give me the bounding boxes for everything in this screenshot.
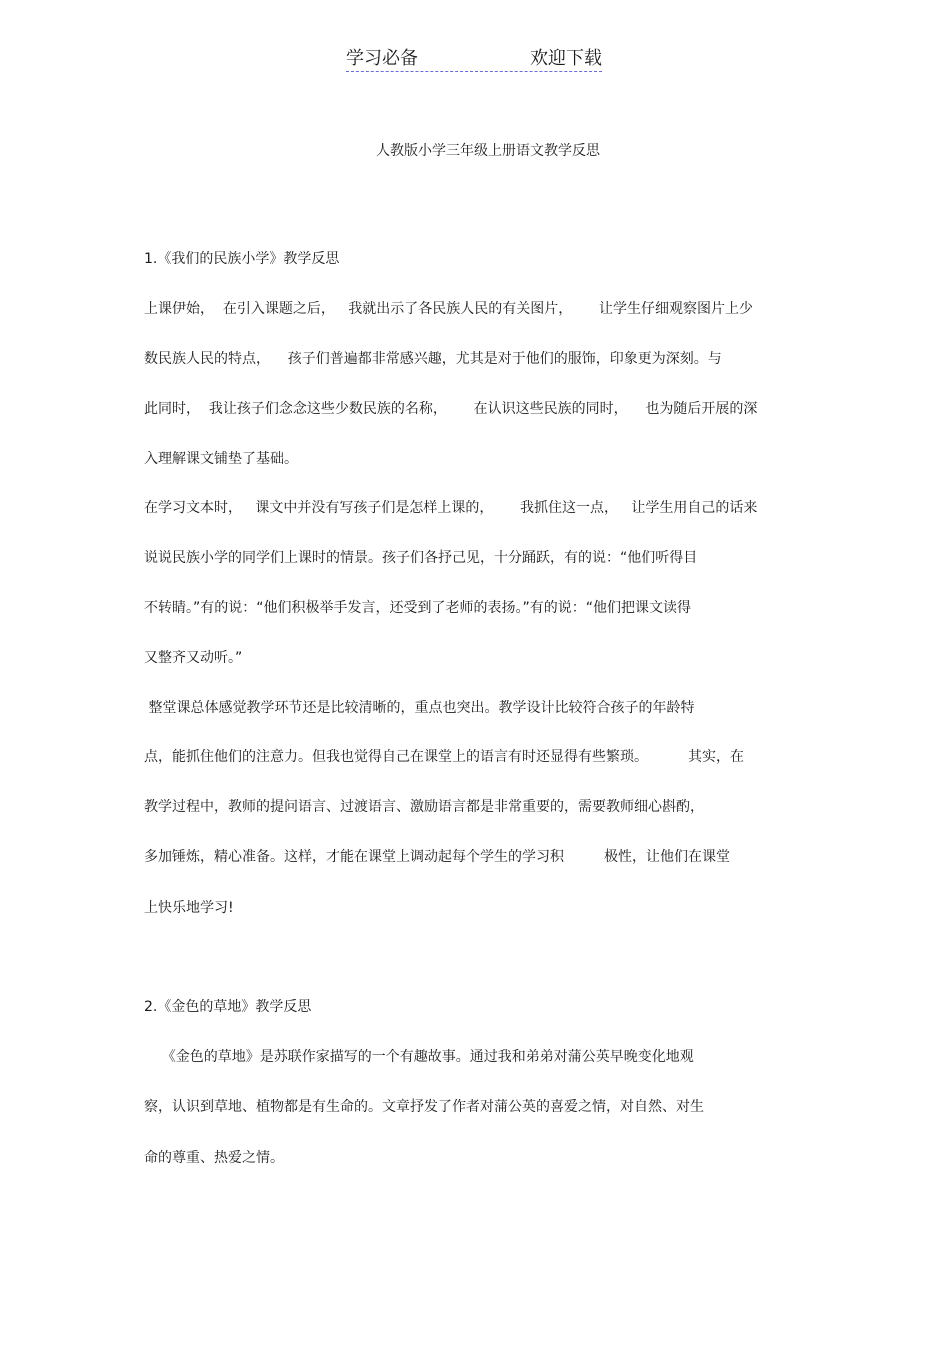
- section-1-line: 整堂课总体感觉教学环节还是比较清晰的，重点也突出。教学设计比较符合孩子的年龄特: [144, 700, 695, 716]
- section-1-line: 教学过程中，教师的提问语言、过渡语言、激励语言都是非常重要的，需要教师细心斟酌，: [144, 799, 704, 815]
- page-header: [0, 44, 950, 74]
- section-1-line: 此同时， 我让孩子们念念这些少数民族的名称， 在认识这些民族的同时， 也为随后开展的深: [144, 401, 758, 417]
- section-1-line: 点，能抓住他们的注意力。但我也觉得自己在课堂上的语言有时还显得有些繁琐。 其实，在: [144, 749, 745, 765]
- section-2-line: 命的尊重、热爱之情。: [144, 1150, 284, 1166]
- section-1-line: 上快乐地学习!: [144, 900, 234, 916]
- section-1-line: 说说民族小学的同学们上课时的情景。孩子们各抒己见，十分踊跃，有的说：“他们听得目: [144, 550, 698, 566]
- section-1-line: 又整齐又动听。”: [144, 650, 243, 666]
- section-1-line: 数民族人民的特点， 孩子们普遍都非常感兴趣，尤其是对于他们的服饰，印象更为深刻。与: [144, 351, 722, 367]
- header-right-text: 欢迎下载: [530, 48, 602, 69]
- header-dashed-underline: [346, 71, 602, 72]
- section-1-heading: 1.《我们的民族小学》教学反思: [144, 251, 340, 267]
- section-1-line: 上课伊始， 在引入课题之后， 我就出示了各民族人民的有关图片， 让学生仔细观察图片上少: [144, 301, 753, 317]
- section-1-line: 多加锤炼，精心准备。这样，才能在课堂上调动起每个学生的学习积 极性，让他们在课堂: [144, 849, 731, 865]
- section-1-line: 入理解课文铺垫了基础。: [144, 451, 298, 467]
- section-1-line: 不转睛。”有的说：“他们积极举手发言，还受到了老师的表扬。”有的说：“他们把课文读得: [144, 600, 692, 616]
- section-1-line: 在学习文本时， 课文中并没有写孩子们是怎样上课的， 我抓住这一点， 让学生用自己的话来: [144, 500, 758, 516]
- section-2-heading: 2.《金色的草地》教学反思: [144, 999, 312, 1015]
- section-2-line: 《金色的草地》是苏联作家描写的一个有趣故事。通过我和弟弟对蒲公英早晚变化地观: [144, 1049, 694, 1065]
- header-left-text: 学习必备: [346, 48, 418, 69]
- section-2-line: 察，认识到草地、植物都是有生命的。文章抒发了作者对蒲公英的喜爱之情，对自然、对生: [144, 1099, 704, 1115]
- document-title: 人教版小学三年级上册语文教学反思: [376, 143, 600, 159]
